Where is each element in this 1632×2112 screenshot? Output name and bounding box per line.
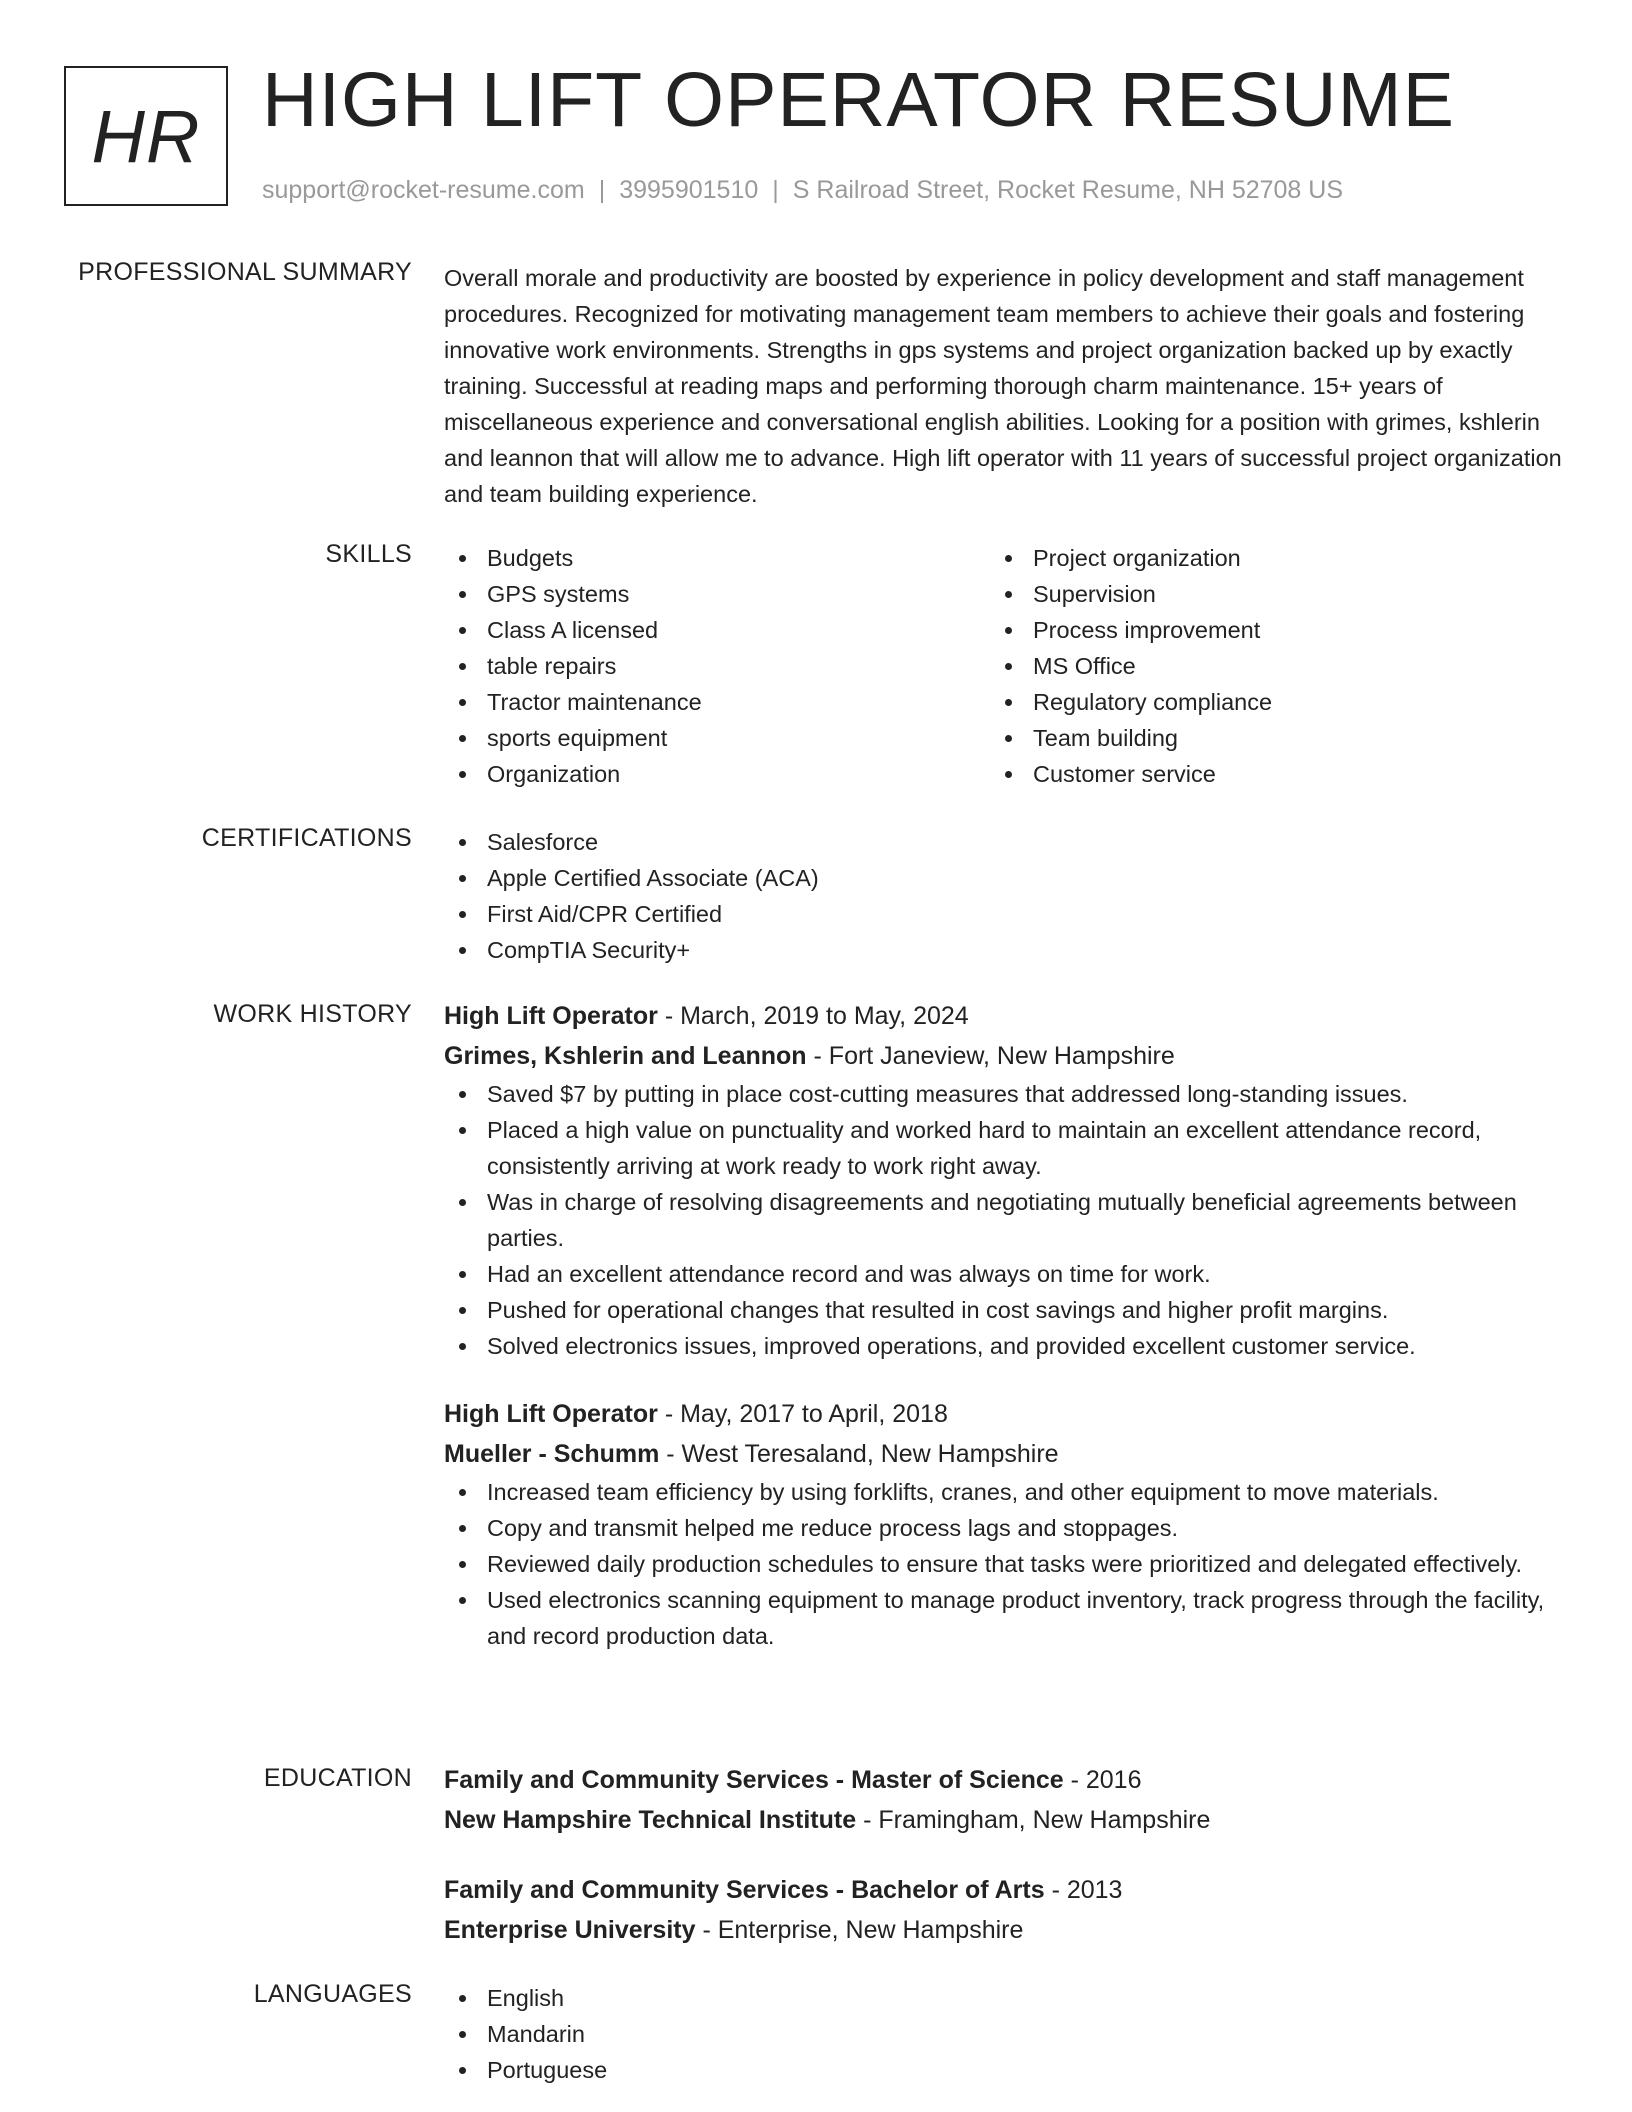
job-bullet: Used electronics scanning equipment to manage product inventory, track progress through the facility, and record production data. xyxy=(444,1582,1574,1654)
education-degree-line xyxy=(444,1760,1574,1800)
monogram-badge xyxy=(64,66,228,206)
education-year: - 2016 xyxy=(1063,1766,1142,1794)
skills-label: SKILLS xyxy=(325,540,412,568)
skill-item: Budgets xyxy=(444,540,990,576)
job-company-line xyxy=(444,1434,1574,1474)
language-item: English xyxy=(444,1980,1574,2016)
languages-list xyxy=(444,1980,1574,2088)
skills-list-left xyxy=(444,540,990,792)
job-location: - Fort Janeview, New Hampshire xyxy=(806,1042,1175,1070)
job-dates: - May, 2017 to April, 2018 xyxy=(657,1400,948,1428)
skill-item: GPS systems xyxy=(444,576,990,612)
job-bullet: Saved $7 by putting in place cost-cutting measures that addressed long-standing issues. xyxy=(444,1076,1574,1112)
education-year: - 2013 xyxy=(1044,1876,1123,1904)
summary-text: Overall morale and productivity are boosted by experience in policy development and staff management procedures. Recognized for motivating management team members to achieve their goals and fostering innovative work environments. Strengths in gps systems and project organization backed up by exactly training. Successful at reading maps and performing thorough charm maintenance. 15+ years of miscellaneous experience and conversational english abilities. Looking for a position with grimes, kshlerin and leannon that will allow me to advance. High lift operator with 11 years of successful project organization and team building experience. xyxy=(444,265,1562,507)
education-entry xyxy=(444,1760,1574,1840)
job-bullet: Pushed for operational changes that resulted in cost savings and higher profit margins. xyxy=(444,1292,1574,1328)
job-location: - West Teresaland, New Hampshire xyxy=(659,1440,1059,1468)
job-entry xyxy=(444,1394,1574,1654)
language-item: Mandarin xyxy=(444,2016,1574,2052)
job-title-line xyxy=(444,1394,1574,1434)
job-bullets xyxy=(444,1076,1574,1364)
skill-item: Class A licensed xyxy=(444,612,990,648)
job-title: High Lift Operator xyxy=(444,1002,658,1030)
job-dates: - March, 2019 to May, 2024 xyxy=(657,1002,969,1030)
certifications-label: CERTIFICATIONS xyxy=(201,824,412,852)
job-company: Mueller - Schumm xyxy=(444,1440,660,1468)
job-company: Grimes, Kshlerin and Leannon xyxy=(444,1042,807,1070)
skills-list-right xyxy=(990,540,1536,792)
contact-line xyxy=(262,176,1343,205)
education-school-line xyxy=(444,1910,1574,1950)
skill-item: table repairs xyxy=(444,648,990,684)
contact-phone: 3995901510 xyxy=(619,176,759,204)
education-location: - Enterprise, New Hampshire xyxy=(695,1916,1024,1944)
certification-item: CompTIA Security+ xyxy=(444,932,1574,968)
job-bullet: Copy and transmit helped me reduce process lags and stoppages. xyxy=(444,1510,1574,1546)
job-bullet: Increased team efficiency by using forklifts, cranes, and other equipment to move materials. xyxy=(444,1474,1574,1510)
contact-separator: | xyxy=(772,176,779,204)
contact-separator: | xyxy=(598,176,606,204)
job-bullet: Reviewed daily production schedules to ensure that tasks were prioritized and delegated effectively. xyxy=(444,1546,1574,1582)
skill-item: Project organization xyxy=(990,540,1536,576)
education-label: EDUCATION xyxy=(263,1764,412,1792)
certifications-list xyxy=(444,824,1574,968)
education-location: - Framingham, New Hampshire xyxy=(856,1806,1211,1834)
skill-item: Organization xyxy=(444,756,990,792)
job-bullet: Was in charge of resolving disagreements and negotiating mutually beneficial agreements between parties. xyxy=(444,1184,1574,1256)
contact-address: S Railroad Street, Rocket Resume, NH 52708 US xyxy=(792,176,1344,204)
job-bullet: Had an excellent attendance record and was always on time for work. xyxy=(444,1256,1574,1292)
skill-item: Team building xyxy=(990,720,1536,756)
skill-item: Tractor maintenance xyxy=(444,684,990,720)
job-entry xyxy=(444,996,1574,1364)
skill-item: sports equipment xyxy=(444,720,990,756)
certification-item: First Aid/CPR Certified xyxy=(444,896,1574,932)
certification-item: Salesforce xyxy=(444,824,1574,860)
job-bullets xyxy=(444,1474,1574,1654)
job-company-line xyxy=(444,1036,1574,1076)
job-title-line xyxy=(444,996,1574,1036)
skill-item: Regulatory compliance xyxy=(990,684,1536,720)
languages-label: LANGUAGES xyxy=(253,1980,412,2008)
education-entry xyxy=(444,1870,1574,1950)
summary-label: PROFESSIONAL SUMMARY xyxy=(78,258,412,286)
resume-title: HIGH LIFT OPERATOR RESUME xyxy=(262,57,1456,143)
education-school: Enterprise University xyxy=(444,1916,696,1944)
education-degree: Family and Community Services - Bachelor of Arts xyxy=(444,1876,1045,1904)
contact-email: support@rocket-resume.com xyxy=(262,176,585,204)
work-history-label: WORK HISTORY xyxy=(213,1000,412,1028)
certification-item: Apple Certified Associate (ACA) xyxy=(444,860,1574,896)
job-bullet: Placed a high value on punctuality and worked hard to maintain an excellent attendance record, consistently arriving at work ready to work right away. xyxy=(444,1112,1574,1184)
education-school: New Hampshire Technical Institute xyxy=(444,1806,857,1834)
skill-item: Process improvement xyxy=(990,612,1536,648)
monogram-text: HR xyxy=(91,94,201,178)
job-title: High Lift Operator xyxy=(444,1400,658,1428)
skill-item: Customer service xyxy=(990,756,1536,792)
skill-item: Supervision xyxy=(990,576,1536,612)
skill-item: MS Office xyxy=(990,648,1536,684)
education-degree: Family and Community Services - Master of Science xyxy=(444,1766,1064,1794)
job-bullet: Solved electronics issues, improved operations, and provided excellent customer service. xyxy=(444,1328,1574,1364)
language-item: Portuguese xyxy=(444,2052,1574,2088)
education-school-line xyxy=(444,1800,1574,1840)
education-degree-line xyxy=(444,1870,1574,1910)
